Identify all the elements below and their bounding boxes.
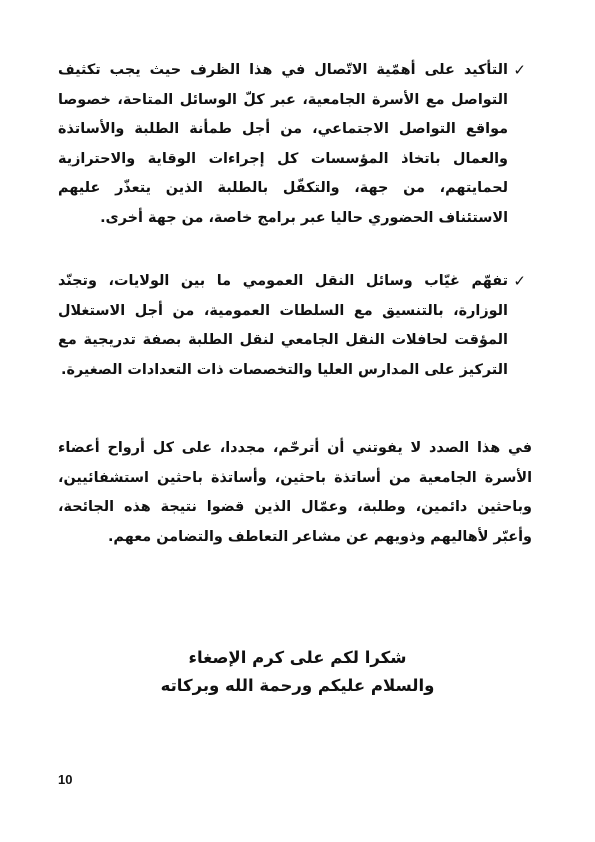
bullet-item-communication — [58, 56, 526, 233]
closing-line-greeting: والسلام عليكم ورحمة الله وبركاته — [160, 676, 435, 695]
closing-line-thanks: شكرا لكم على كرم الإصغاء — [188, 648, 407, 667]
condolence-paragraph: في هذا الصدد لا يفوتني أن أترحّم، مجددا، على كل أرواح أعضاء الأسرة الجامعية من أساتذة باحثين، وأساتذة باحثين استشفائيين، وباحثين دائمين، وطلبة، وعمّال الذين قضوا نتيجة هذه الجائحة، وأعبّر لأهاليهم وذويهم عن مشاعر التعاطف والتضامن معهم. — [58, 440, 532, 545]
checkmark-icon: ✓ — [513, 61, 526, 79]
bullet-text: التأكيد على أهمّية الاتّصال في هذا الظرف حيث يجب تكثيف التواصل مع الأسرة الجامعية، عبر كلّ الوسائل المتاحة، خصوصا مواقع التواصل الاجتماعي، من أجل طمأنة الطلبة والأساتذة والعمال باتخاذ المؤسسات كل إجراءات الوقاية والاحترازية لحمايتهم، من جهة، والتكفّل بالطلبة الذين يتعذّر عليهم الاستئناف الحضوري حاليا عبر برامج خاصة، من جهة أخرى. — [58, 62, 508, 226]
page-number: 10 — [58, 772, 73, 787]
bullet-item-transport — [58, 267, 526, 385]
bullet-text: تفهّم غيّاب وسائل النقل العمومي ما بين الولايات، وتجنّد الوزارة، بالتنسيق مع السلطات العمومية، من أجل الاستغلال المؤقت لحافلات النقل الجامعي لنقل الطلبة بصفة تدريجية مع التركيز على المدارس العليا والتخصصات ذات التعدادات الصغيرة. — [58, 273, 508, 378]
checkmark-icon: ✓ — [513, 272, 526, 290]
closing-remarks — [0, 644, 595, 700]
